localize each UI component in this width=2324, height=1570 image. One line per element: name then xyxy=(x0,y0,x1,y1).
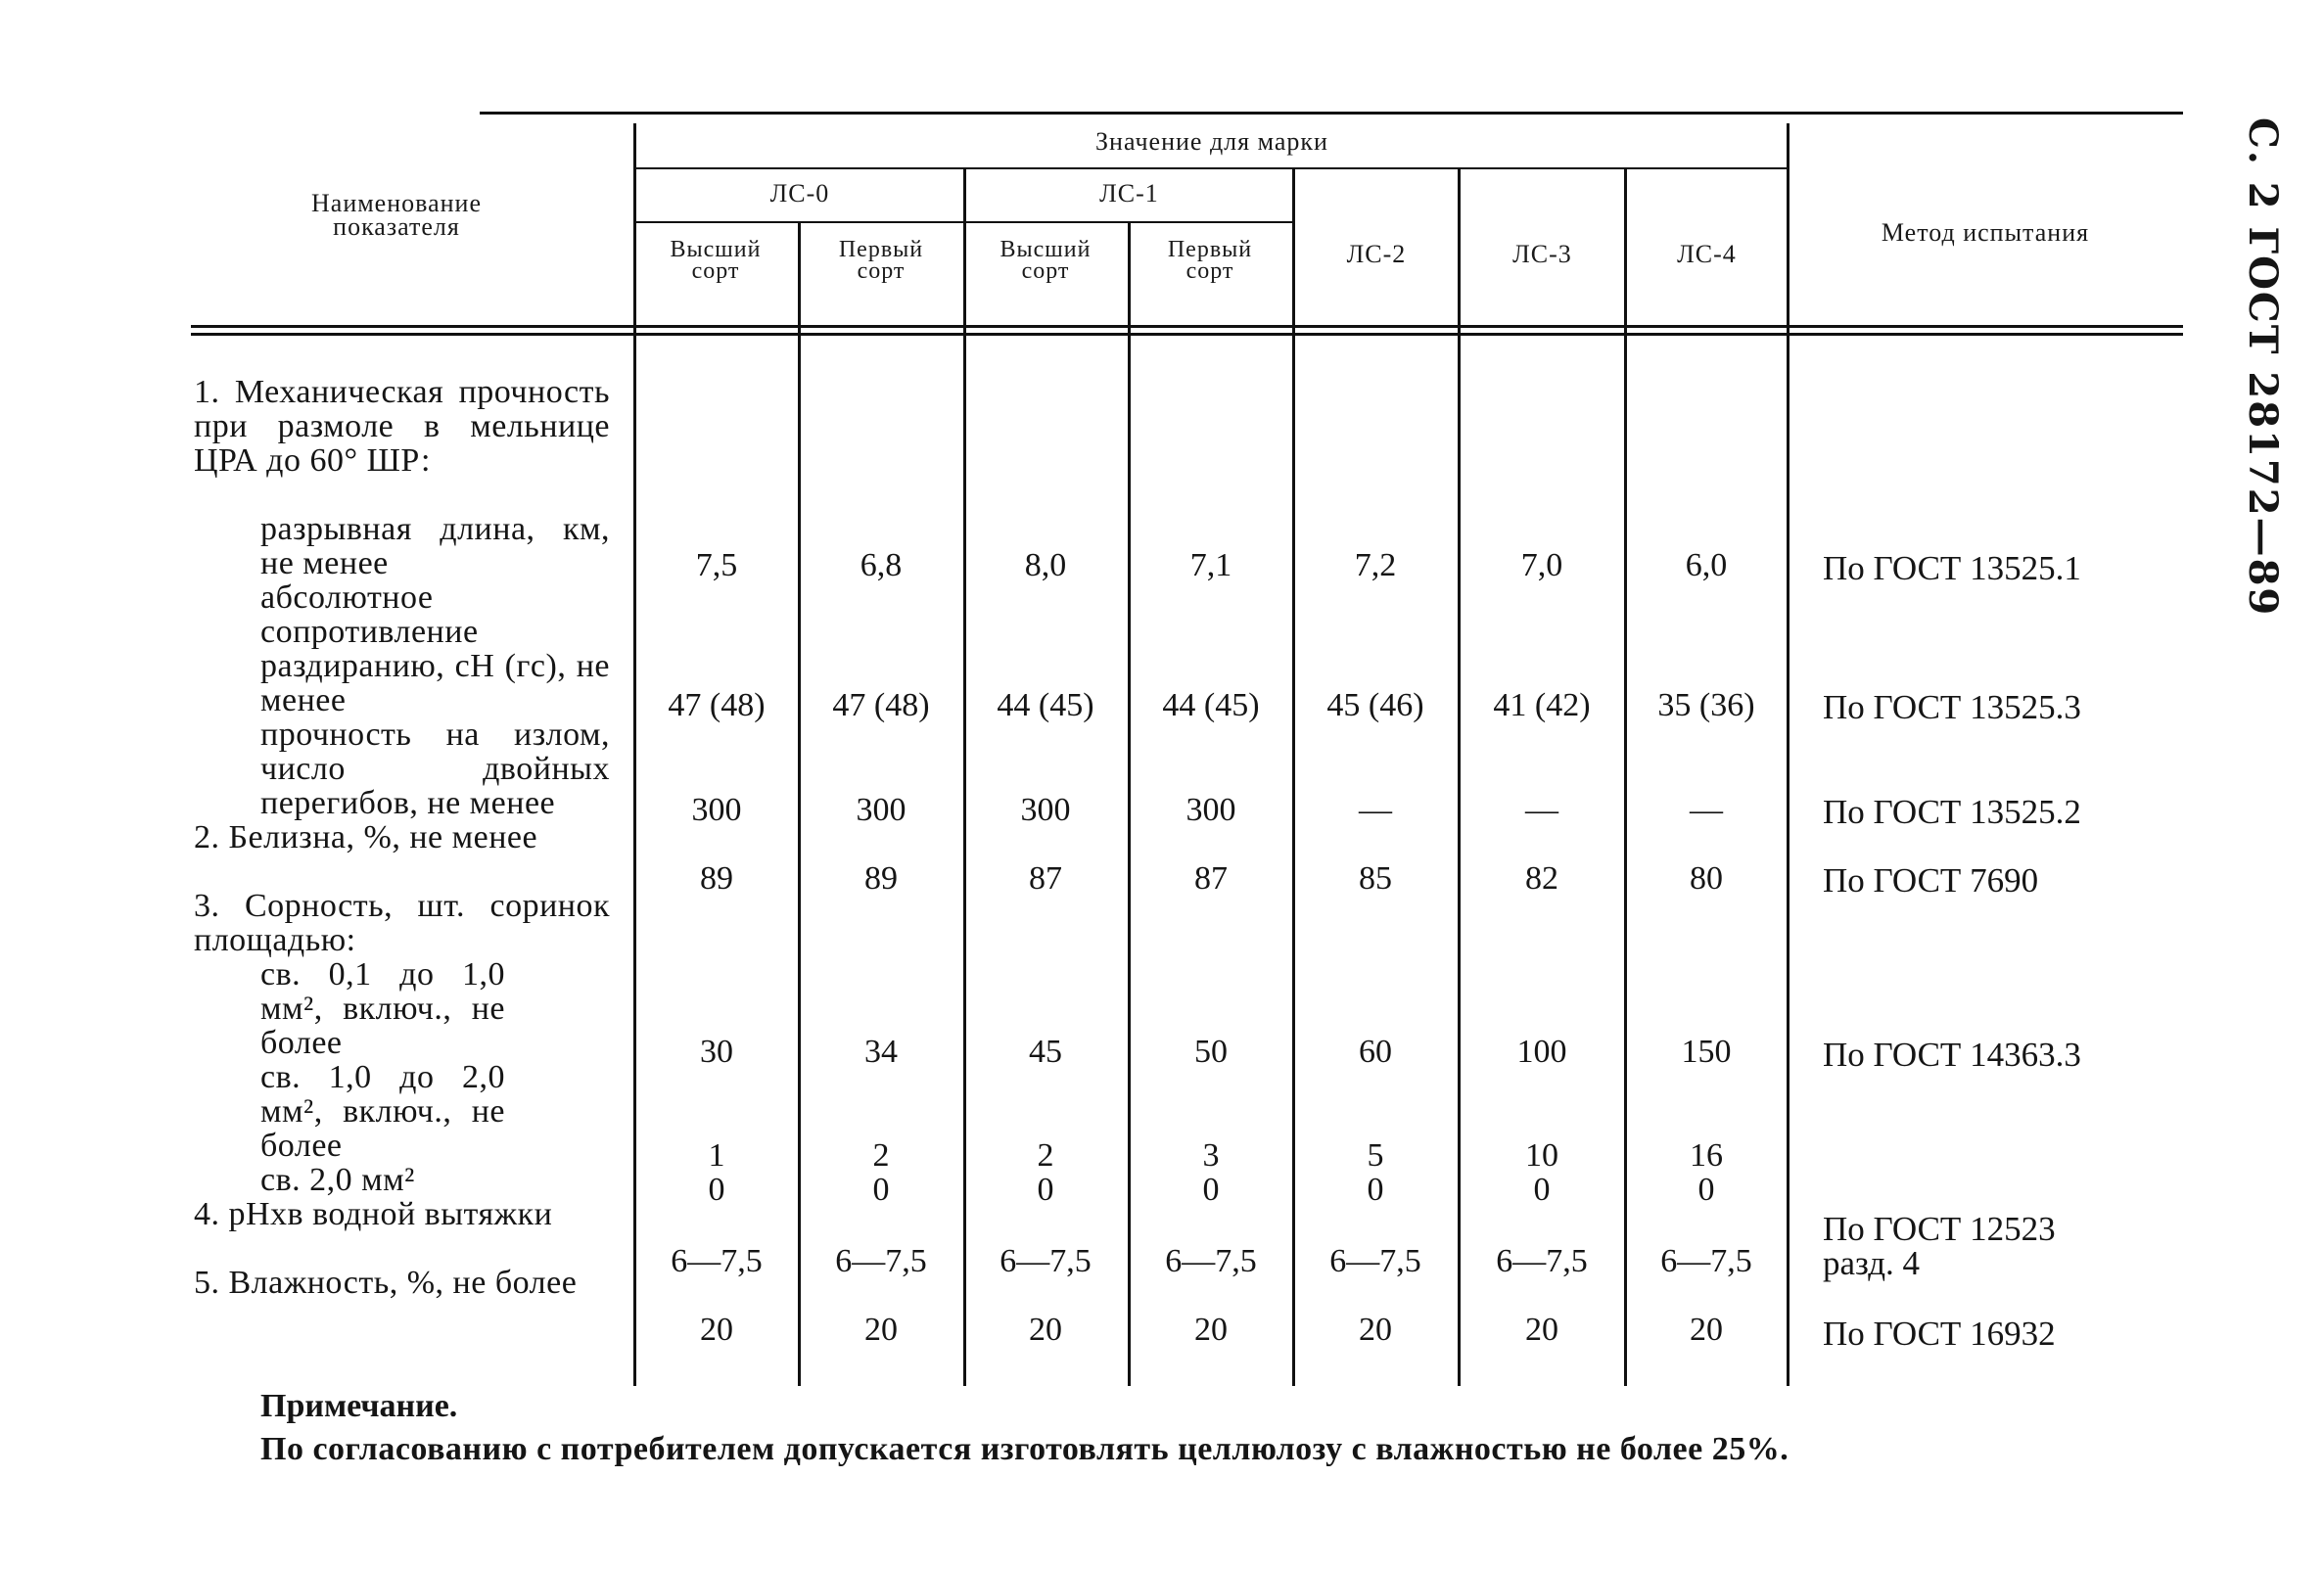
value-cell: 89 xyxy=(700,860,733,897)
value-cell: 44 (45) xyxy=(1162,687,1260,723)
value-group-rule xyxy=(636,167,1788,169)
param-label-moisture: 5. Влажность, %, не более xyxy=(194,1265,578,1301)
value-cell: 6—7,5 xyxy=(671,1243,763,1279)
page-side-header: С. 2 ГОСТ 28172—89 xyxy=(2240,117,2286,618)
value-cell: 89 xyxy=(864,860,898,897)
value-cell: 45 xyxy=(1029,1034,1062,1070)
param-label-whiteness: 2. Белизна, %, не менее xyxy=(194,819,538,855)
value-cell: 0 xyxy=(1367,1172,1384,1208)
param-label-mech-strength: 1. Механическая прочность при размоле в мельнице ЦРА до 60° ШР: xyxy=(194,374,610,479)
col-line xyxy=(798,221,801,1386)
value-cell: 3 xyxy=(1202,1137,1220,1174)
value-cell: 0 xyxy=(872,1172,890,1208)
note-title: Примечание. xyxy=(260,1388,458,1424)
header-method-col: Метод испытания xyxy=(1881,218,2090,247)
header-brand-ls4: ЛС-4 xyxy=(1677,240,1737,268)
value-cell: 41 (42) xyxy=(1493,687,1591,723)
method-cell: По ГОСТ 13525.1 xyxy=(1823,549,2081,587)
value-cell: 85 xyxy=(1359,860,1392,897)
param-label-tear-resistance: абсолютное сопротивление раздиранию, сН (гс), не менее xyxy=(260,579,610,718)
header-grade-first: Первый сорт xyxy=(838,237,924,284)
method-cell: разд. 4 xyxy=(1823,1244,1921,1282)
value-cell: 20 xyxy=(864,1312,898,1348)
value-cell: 6—7,5 xyxy=(1329,1243,1421,1279)
method-cell: По ГОСТ 14363.3 xyxy=(1823,1036,2081,1074)
value-cell: 2 xyxy=(872,1137,890,1174)
method-cell: По ГОСТ 13525.2 xyxy=(1823,793,2081,831)
value-cell: 5 xyxy=(1367,1137,1384,1174)
header-bottom-rule-1 xyxy=(191,325,2183,328)
method-cell: По ГОСТ 12523 xyxy=(1823,1210,2056,1248)
value-cell: 0 xyxy=(1202,1172,1220,1208)
value-cell: — xyxy=(1690,792,1723,828)
value-cell: 20 xyxy=(1194,1312,1228,1348)
value-cell: 47 (48) xyxy=(668,687,766,723)
value-cell: 6—7,5 xyxy=(1660,1243,1752,1279)
value-cell: 60 xyxy=(1359,1034,1392,1070)
header-brand-ls3: ЛС-3 xyxy=(1512,240,1572,268)
header-grade-top: Высший сорт xyxy=(999,237,1092,284)
value-cell: 300 xyxy=(1020,792,1071,828)
value-cell: 20 xyxy=(1359,1312,1392,1348)
header-brand-ls0: ЛС-0 xyxy=(769,179,830,208)
value-cell: 0 xyxy=(1697,1172,1715,1208)
value-cell: 20 xyxy=(1690,1312,1723,1348)
value-cell: 1 xyxy=(708,1137,725,1174)
method-cell: По ГОСТ 7690 xyxy=(1823,861,2039,900)
value-cell: 0 xyxy=(708,1172,725,1208)
value-cell: 7,0 xyxy=(1520,547,1563,583)
value-cell: 7,1 xyxy=(1189,547,1232,583)
value-cell: 6—7,5 xyxy=(999,1243,1092,1279)
value-cell: 7,5 xyxy=(695,547,738,583)
param-label-dirt-0-1: св. 0,1 до 1,0 мм², включ., не более xyxy=(260,956,505,1061)
value-cell: 6,8 xyxy=(860,547,903,583)
value-cell: 80 xyxy=(1690,860,1723,897)
value-cell: 150 xyxy=(1681,1034,1732,1070)
value-cell: 6,0 xyxy=(1685,547,1728,583)
header-brand-ls1: ЛС-1 xyxy=(1099,179,1159,208)
value-cell: 20 xyxy=(700,1312,733,1348)
value-cell: — xyxy=(1525,792,1558,828)
value-cell: 6—7,5 xyxy=(835,1243,927,1279)
value-cell: 87 xyxy=(1029,860,1062,897)
value-cell: 20 xyxy=(1029,1312,1062,1348)
value-cell: 45 (46) xyxy=(1326,687,1424,723)
value-cell: 6—7,5 xyxy=(1165,1243,1257,1279)
value-cell: 47 (48) xyxy=(832,687,930,723)
col-line xyxy=(633,123,636,1386)
header-brand-ls2: ЛС-2 xyxy=(1346,240,1407,268)
method-cell: По ГОСТ 13525.3 xyxy=(1823,688,2081,726)
table-top-rule xyxy=(480,112,2183,115)
param-label-dirt-over-2: св. 2,0 мм² xyxy=(260,1162,415,1198)
param-label-fold-strength: прочность на излом, число двойных перегибов, не менее xyxy=(260,716,610,821)
header-grade-top: Высший сорт xyxy=(670,237,762,284)
col-line xyxy=(963,167,966,1386)
value-cell: 20 xyxy=(1525,1312,1558,1348)
col-line xyxy=(1787,123,1789,1386)
col-line xyxy=(1458,167,1461,1386)
value-cell: 34 xyxy=(864,1034,898,1070)
value-cell: — xyxy=(1359,792,1392,828)
param-label-dirt-1-2: св. 1,0 до 2,0 мм², включ., не более xyxy=(260,1059,505,1164)
value-cell: 10 xyxy=(1525,1137,1558,1174)
value-cell: 0 xyxy=(1037,1172,1054,1208)
value-cell: 7,2 xyxy=(1354,547,1397,583)
header-grade-first: Первый сорт xyxy=(1167,237,1253,284)
header-bottom-rule-2 xyxy=(191,333,2183,336)
value-cell: 8,0 xyxy=(1024,547,1067,583)
value-cell: 50 xyxy=(1194,1034,1228,1070)
param-label-dirt: 3. Сорность, шт. соринок площадью: xyxy=(194,888,610,958)
value-cell: 0 xyxy=(1533,1172,1551,1208)
value-cell: 300 xyxy=(1185,792,1236,828)
param-label-breaking-length: разрывная длина, км, не менее xyxy=(260,511,610,581)
value-cell: 100 xyxy=(1516,1034,1567,1070)
param-label-ph: 4. pHхв водной вытяжки xyxy=(194,1196,553,1232)
value-cell: 16 xyxy=(1690,1137,1723,1174)
header-name-col: Наименование показателя xyxy=(311,189,482,241)
value-cell: 44 (45) xyxy=(997,687,1094,723)
value-cell: 82 xyxy=(1525,860,1558,897)
value-cell: 30 xyxy=(700,1034,733,1070)
col-line xyxy=(1128,221,1131,1386)
value-cell: 300 xyxy=(856,792,906,828)
value-cell: 2 xyxy=(1037,1137,1054,1174)
header-value-group: Значение для марки xyxy=(1095,127,1328,156)
value-cell: 87 xyxy=(1194,860,1228,897)
value-cell: 6—7,5 xyxy=(1496,1243,1588,1279)
method-cell: По ГОСТ 16932 xyxy=(1823,1315,2056,1353)
value-cell: 300 xyxy=(691,792,742,828)
note-text: По согласованию с потребителем допускается изготовлять целлюлозу с влажностью не более 25%. xyxy=(260,1431,1789,1467)
col-line xyxy=(1292,167,1295,1386)
value-cell: 35 (36) xyxy=(1657,687,1755,723)
col-line xyxy=(1624,167,1627,1386)
